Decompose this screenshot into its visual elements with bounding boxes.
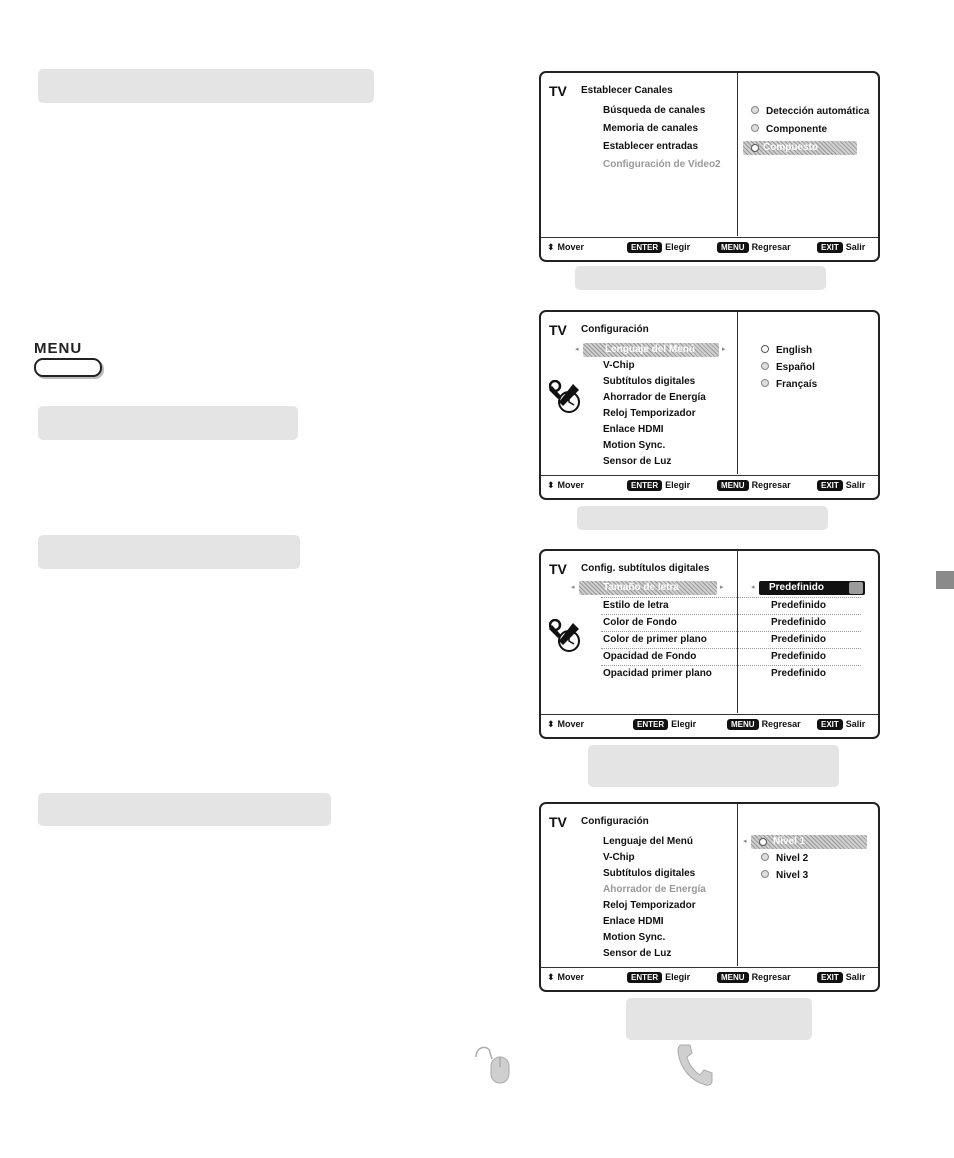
menu-key: MENU <box>717 972 749 983</box>
footer-move: ⬍ Mover <box>547 480 585 490</box>
up-down-arrow-icon: ⬍ <box>547 972 555 982</box>
footer-move: ⬍ Mover <box>547 242 585 252</box>
exit-key: EXIT <box>817 480 843 491</box>
menu-key: MENU <box>717 242 749 253</box>
menu-item-vchip[interactable]: V-Chip <box>603 360 635 371</box>
footer-enter: ENTER Elegir <box>627 972 690 983</box>
value-color-fondo: Predefinido <box>771 617 827 628</box>
menu-item-busqueda[interactable]: Búsqueda de canales <box>603 105 706 116</box>
screen-footer <box>541 475 878 498</box>
menu-item-color-fondo[interactable]: Color de Fondo <box>603 617 677 628</box>
menu-item-config-video2[interactable]: Configuración de Video2 <box>603 159 721 170</box>
mouse-icon <box>474 1043 514 1085</box>
left-arrow-icon: ◂ <box>743 838 747 845</box>
tv-logo: TV <box>549 322 567 338</box>
menu-item-lenguaje-highlight[interactable]: Lenguaje del Menú <box>583 343 719 357</box>
wrench-clock-icon <box>549 619 583 655</box>
heading-bar-3 <box>38 535 300 569</box>
screen-divider <box>737 551 738 713</box>
menu-item-opacidad-fondo[interactable]: Opacidad de Fondo <box>603 651 697 662</box>
menu-item-establecer-entradas[interactable]: Establecer entradas <box>603 141 699 152</box>
option-compuesto-highlight[interactable] <box>743 141 857 155</box>
footer-menu: MENU Regresar <box>717 242 791 253</box>
exit-key: EXIT <box>817 242 843 253</box>
footer-exit: EXIT Salir <box>817 242 865 253</box>
footer-menu: MENU Regresar <box>717 972 791 983</box>
footer-exit: EXIT Salir <box>817 480 865 491</box>
row-separator <box>601 631 861 632</box>
caption-bar-1 <box>575 266 826 290</box>
menu-item-memoria[interactable]: Memoria de canales <box>603 123 699 134</box>
tv-screen-configuracion-ahorrador <box>539 802 880 992</box>
radio-icon <box>751 124 759 132</box>
tv-logo: TV <box>549 83 567 99</box>
footer-move: ⬍ Mover <box>547 719 585 729</box>
radio-icon <box>761 870 769 878</box>
row-separator <box>601 665 861 666</box>
caption-bar-3 <box>588 745 839 787</box>
page-side-tab <box>936 571 954 589</box>
screen-divider <box>737 804 738 966</box>
option-nivel1-label: Nivel 1 <box>773 836 806 847</box>
footer-enter: ENTER Elegir <box>633 719 696 730</box>
menu-item-sensor[interactable]: Sensor de Luz <box>603 948 672 959</box>
right-arrow-icon: ▸ <box>722 346 726 353</box>
menu-title: Establecer Canales <box>581 85 673 96</box>
value-estilo: Predefinido <box>771 600 827 611</box>
left-arrow-icon: ◂ <box>571 584 575 591</box>
enter-key: ENTER <box>627 242 662 253</box>
menu-title: Config. subtítulos digitales <box>581 563 710 574</box>
radio-selected-icon <box>759 838 767 846</box>
footer-enter: ENTER Elegir <box>627 480 690 491</box>
tv-logo: TV <box>549 561 567 577</box>
option-nivel1-highlight[interactable] <box>751 835 867 849</box>
spinner-icon <box>849 582 863 594</box>
radio-icon <box>751 106 759 114</box>
menu-title: Configuración <box>581 324 649 335</box>
screen-footer <box>541 237 878 260</box>
footer-menu: MENU Regresar <box>717 480 791 491</box>
menu-item-hdmi[interactable]: Enlace HDMI <box>603 916 664 927</box>
tv-screen-establecer-canales <box>539 71 880 262</box>
radio-selected-icon <box>761 345 769 353</box>
radio-icon <box>761 362 769 370</box>
up-down-arrow-icon: ⬍ <box>547 242 555 252</box>
tv-logo: TV <box>549 814 567 830</box>
radio-icon <box>761 379 769 387</box>
footer-enter: ENTER Elegir <box>627 242 690 253</box>
footer-exit: EXIT Salir <box>817 972 865 983</box>
option-nivel2[interactable]: Nivel 2 <box>761 853 808 864</box>
exit-key: EXIT <box>817 972 843 983</box>
menu-item-ahorrador[interactable]: Ahorrador de Energía <box>603 884 706 895</box>
option-english[interactable]: English <box>761 345 812 356</box>
menu-item-lenguaje[interactable]: Lenguaje del Menú <box>603 836 694 847</box>
screen-footer <box>541 967 878 990</box>
enter-key: ENTER <box>627 480 662 491</box>
menu-item-vchip[interactable]: V-Chip <box>603 852 635 863</box>
radio-icon <box>761 853 769 861</box>
menu-item-motion[interactable]: Motion Sync. <box>603 932 666 943</box>
menu-item-reloj[interactable]: Reloj Temporizador <box>603 900 696 911</box>
option-deteccion[interactable]: Detección automática <box>751 106 869 117</box>
footer-move: ⬍ Mover <box>547 972 585 982</box>
value-color-primer: Predefinido <box>771 634 827 645</box>
menu-item-opacidad-primer[interactable]: Opacidad primer plano <box>603 668 712 679</box>
menu-item-hdmi[interactable]: Enlace HDMI <box>603 424 664 435</box>
menu-key: MENU <box>717 480 749 491</box>
menu-key: MENU <box>727 719 759 730</box>
menu-item-tamano-highlight[interactable]: Tamaño de letra <box>579 581 717 595</box>
menu-title: Configuración <box>581 816 649 827</box>
phone-icon <box>676 1043 716 1087</box>
exit-key: EXIT <box>817 719 843 730</box>
option-nivel3[interactable]: Nivel 3 <box>761 870 808 881</box>
enter-key: ENTER <box>627 972 662 983</box>
row-separator <box>601 614 861 615</box>
heading-bar-1 <box>38 69 374 103</box>
screen-divider <box>737 312 738 474</box>
up-down-arrow-icon: ⬍ <box>547 480 555 490</box>
menu-item-subtitulos[interactable]: Subtítulos digitales <box>603 868 696 879</box>
radio-selected-icon <box>751 144 759 152</box>
enter-key: ENTER <box>633 719 668 730</box>
footer-exit: EXIT Salir <box>817 719 865 730</box>
tv-screen-subtitulos-digitales <box>539 549 880 739</box>
menu-item-ahorrador[interactable]: Ahorrador de Energía <box>603 392 706 403</box>
menu-item-color-primer[interactable]: Color de primer plano <box>603 634 707 645</box>
menu-item-reloj[interactable]: Reloj Temporizador <box>603 408 696 419</box>
menu-item-sensor[interactable]: Sensor de Luz <box>603 456 672 467</box>
value-opacidad-primer: Predefinido <box>771 668 827 679</box>
value-tamano-selected[interactable]: Predefinido <box>759 581 865 595</box>
left-arrow-icon: ◂ <box>751 584 755 591</box>
menu-key-label: MENU <box>34 340 83 357</box>
up-down-arrow-icon: ⬍ <box>547 719 555 729</box>
menu-item-subtitulos[interactable]: Subtítulos digitales <box>603 376 696 387</box>
option-espanol[interactable]: Español <box>761 362 815 373</box>
caption-bar-4 <box>626 998 812 1040</box>
row-separator <box>601 648 861 649</box>
menu-key-icon <box>34 358 102 377</box>
footer-menu: MENU Regresar <box>727 719 801 730</box>
screen-footer <box>541 714 878 737</box>
row-separator <box>601 597 861 598</box>
option-francais[interactable]: Françaís <box>761 379 817 390</box>
right-arrow-icon: ▸ <box>720 584 724 591</box>
value-opacidad-fondo: Predefinido <box>771 651 827 662</box>
wrench-clock-icon <box>549 380 583 416</box>
left-arrow-icon: ◂ <box>575 346 579 353</box>
tv-screen-configuracion-idioma <box>539 310 880 500</box>
option-componente[interactable]: Componente <box>751 124 827 135</box>
menu-item-motion[interactable]: Motion Sync. <box>603 440 666 451</box>
heading-bar-4 <box>38 793 331 826</box>
screen-divider <box>737 73 738 236</box>
option-compuesto-label: Compuesto <box>763 142 818 153</box>
caption-bar-2 <box>577 506 828 530</box>
menu-item-estilo[interactable]: Estilo de letra <box>603 600 669 611</box>
heading-bar-2 <box>38 406 298 440</box>
